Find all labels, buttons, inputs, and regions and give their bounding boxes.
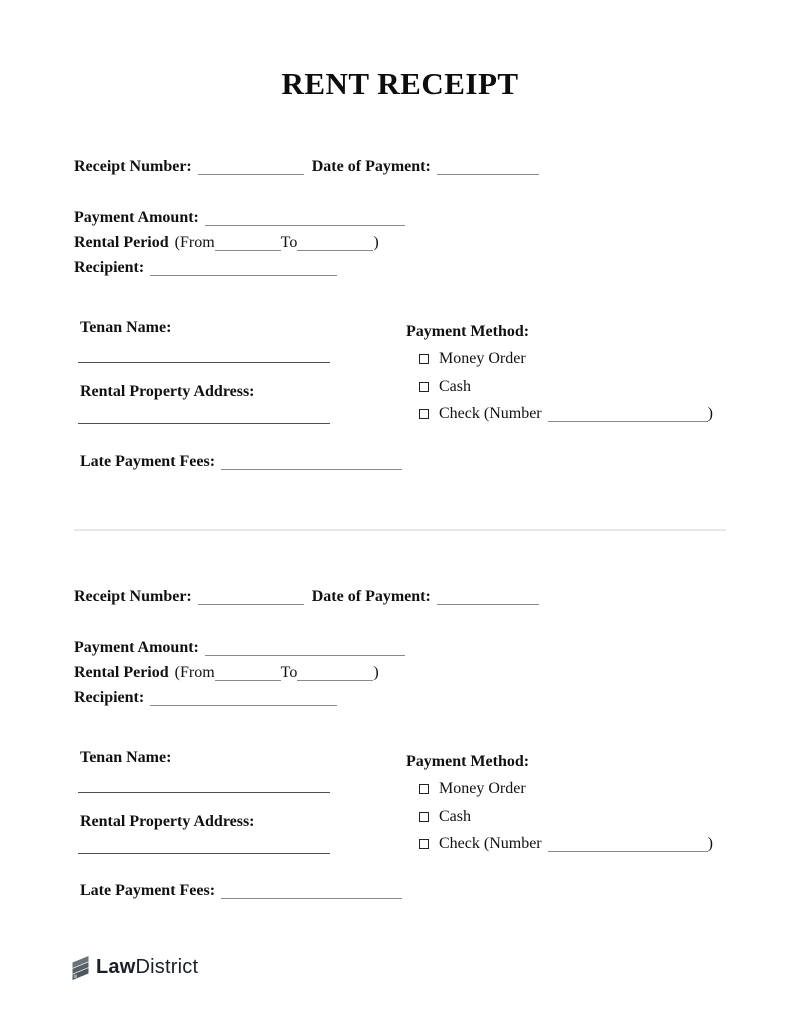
- rental-period-label: Rental Period: [74, 234, 169, 251]
- receipt-number-blank[interactable]: [198, 161, 304, 175]
- check-checkbox[interactable]: [419, 839, 429, 849]
- check-checkbox[interactable]: [419, 409, 429, 419]
- receipt-number-label: Receipt Number:: [74, 588, 192, 605]
- payment-amount-label: Payment Amount:: [74, 639, 199, 656]
- logo-text-law: Law: [96, 955, 136, 978]
- lawdistrict-logo-text: [96, 956, 198, 979]
- rental-property-address-label: Rental Property Address:: [80, 813, 255, 830]
- rental-period-to-label: To: [280, 234, 298, 251]
- rental-period-to-blank[interactable]: [297, 667, 373, 681]
- date-of-payment-label: Date of Payment:: [311, 158, 431, 175]
- logo-text-district: District: [135, 955, 199, 978]
- date-of-payment-blank[interactable]: [437, 591, 539, 605]
- rental-property-address-blank-line[interactable]: [78, 423, 330, 424]
- late-payment-fees-label: Late Payment Fees:: [80, 882, 216, 899]
- tenant-name-label: Tenan Name:: [80, 319, 172, 336]
- date-of-payment-blank[interactable]: [437, 161, 539, 175]
- rental-period-from-label: (From: [174, 664, 215, 681]
- check-label: Check (Number: [439, 835, 542, 852]
- recipient-label: Recipient:: [74, 259, 145, 276]
- late-payment-fees-blank[interactable]: [221, 885, 402, 899]
- check-close-paren: ): [707, 835, 713, 852]
- rental-period-to-label: To: [280, 664, 298, 681]
- money-order-checkbox[interactable]: [419, 784, 429, 794]
- cash-label: Cash: [439, 808, 471, 825]
- money-order-label: Money Order: [439, 350, 526, 367]
- payment-method-label: Payment Method:: [406, 753, 530, 770]
- rental-property-address-blank-line[interactable]: [78, 853, 330, 854]
- rental-property-address-label: Rental Property Address:: [80, 383, 255, 400]
- section-divider: [74, 529, 726, 531]
- rental-period-from-label: (From: [174, 234, 215, 251]
- recipient-blank[interactable]: [150, 692, 337, 706]
- receipt-number-label: Receipt Number:: [74, 158, 192, 175]
- tenant-name-label: Tenan Name:: [80, 749, 172, 766]
- date-of-payment-label: Date of Payment:: [311, 588, 431, 605]
- receipt-number-blank[interactable]: [198, 591, 304, 605]
- money-order-label: Money Order: [439, 780, 526, 797]
- late-payment-fees-blank[interactable]: [221, 456, 402, 470]
- check-number-blank[interactable]: [548, 838, 708, 852]
- check-close-paren: ): [707, 405, 713, 422]
- rental-period-to-blank[interactable]: [297, 237, 373, 251]
- rental-period-label: Rental Period: [74, 664, 169, 681]
- money-order-checkbox[interactable]: [419, 354, 429, 364]
- tenant-name-blank-line[interactable]: [78, 362, 330, 363]
- recipient-blank[interactable]: [150, 262, 337, 276]
- recipient-label: Recipient:: [74, 689, 145, 706]
- cash-checkbox[interactable]: [419, 382, 429, 392]
- check-number-blank[interactable]: [548, 408, 708, 422]
- cash-label: Cash: [439, 378, 471, 395]
- rental-period-from-blank[interactable]: [215, 237, 281, 251]
- rental-period-from-blank[interactable]: [215, 667, 281, 681]
- payment-amount-label: Payment Amount:: [74, 209, 199, 226]
- rental-period-close-paren: ): [373, 234, 379, 251]
- payment-method-label: Payment Method:: [406, 323, 530, 340]
- stacked-pages-icon: [70, 955, 96, 980]
- payment-amount-blank[interactable]: [205, 642, 405, 656]
- payment-amount-blank[interactable]: [205, 212, 405, 226]
- page-title: RENT RECEIPT: [281, 66, 519, 101]
- rental-period-close-paren: ): [373, 664, 379, 681]
- check-label: Check (Number: [439, 405, 542, 422]
- lawdistrict-logo: [70, 953, 198, 981]
- cash-checkbox[interactable]: [419, 812, 429, 822]
- late-payment-fees-label: Late Payment Fees:: [80, 453, 216, 470]
- tenant-name-blank-line[interactable]: [78, 792, 330, 793]
